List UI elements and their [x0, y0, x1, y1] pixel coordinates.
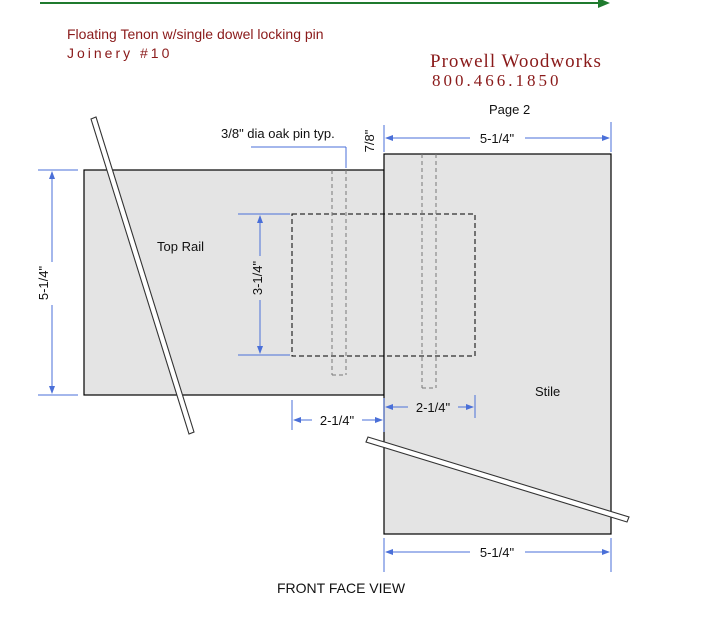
tenon-length-text: 3-1/4" — [250, 260, 265, 296]
view-label: FRONT FACE VIEW — [277, 580, 406, 596]
stile-embed-text: 2-1/4" — [415, 400, 451, 415]
brand-phone: 800.466.1850 — [432, 71, 562, 90]
rail-embed-text: 2-1/4" — [319, 413, 355, 428]
stile-width-top-text: 5-1/4" — [479, 131, 515, 146]
top-arrow — [40, 0, 610, 8]
pin-callout-text: 3/8" dia oak pin typ. — [221, 126, 335, 141]
rail-width-text: 5-1/4" — [36, 265, 51, 301]
brand-name: Prowell Woodworks — [430, 51, 602, 72]
page-number: Page 2 — [489, 102, 531, 117]
pin-callout-leader — [251, 147, 346, 168]
top-rail-label: Top Rail — [157, 239, 204, 254]
top-rail — [84, 170, 384, 395]
pin-offset-text: 7/8" — [362, 129, 377, 153]
drawing-title: Floating Tenon w/single dowel locking pin — [67, 26, 324, 42]
stile-label: Stile — [535, 384, 561, 399]
drawing-subtitle: Joinery #10 — [67, 45, 173, 61]
stile-width-bottom-text: 5-1/4" — [479, 545, 515, 560]
